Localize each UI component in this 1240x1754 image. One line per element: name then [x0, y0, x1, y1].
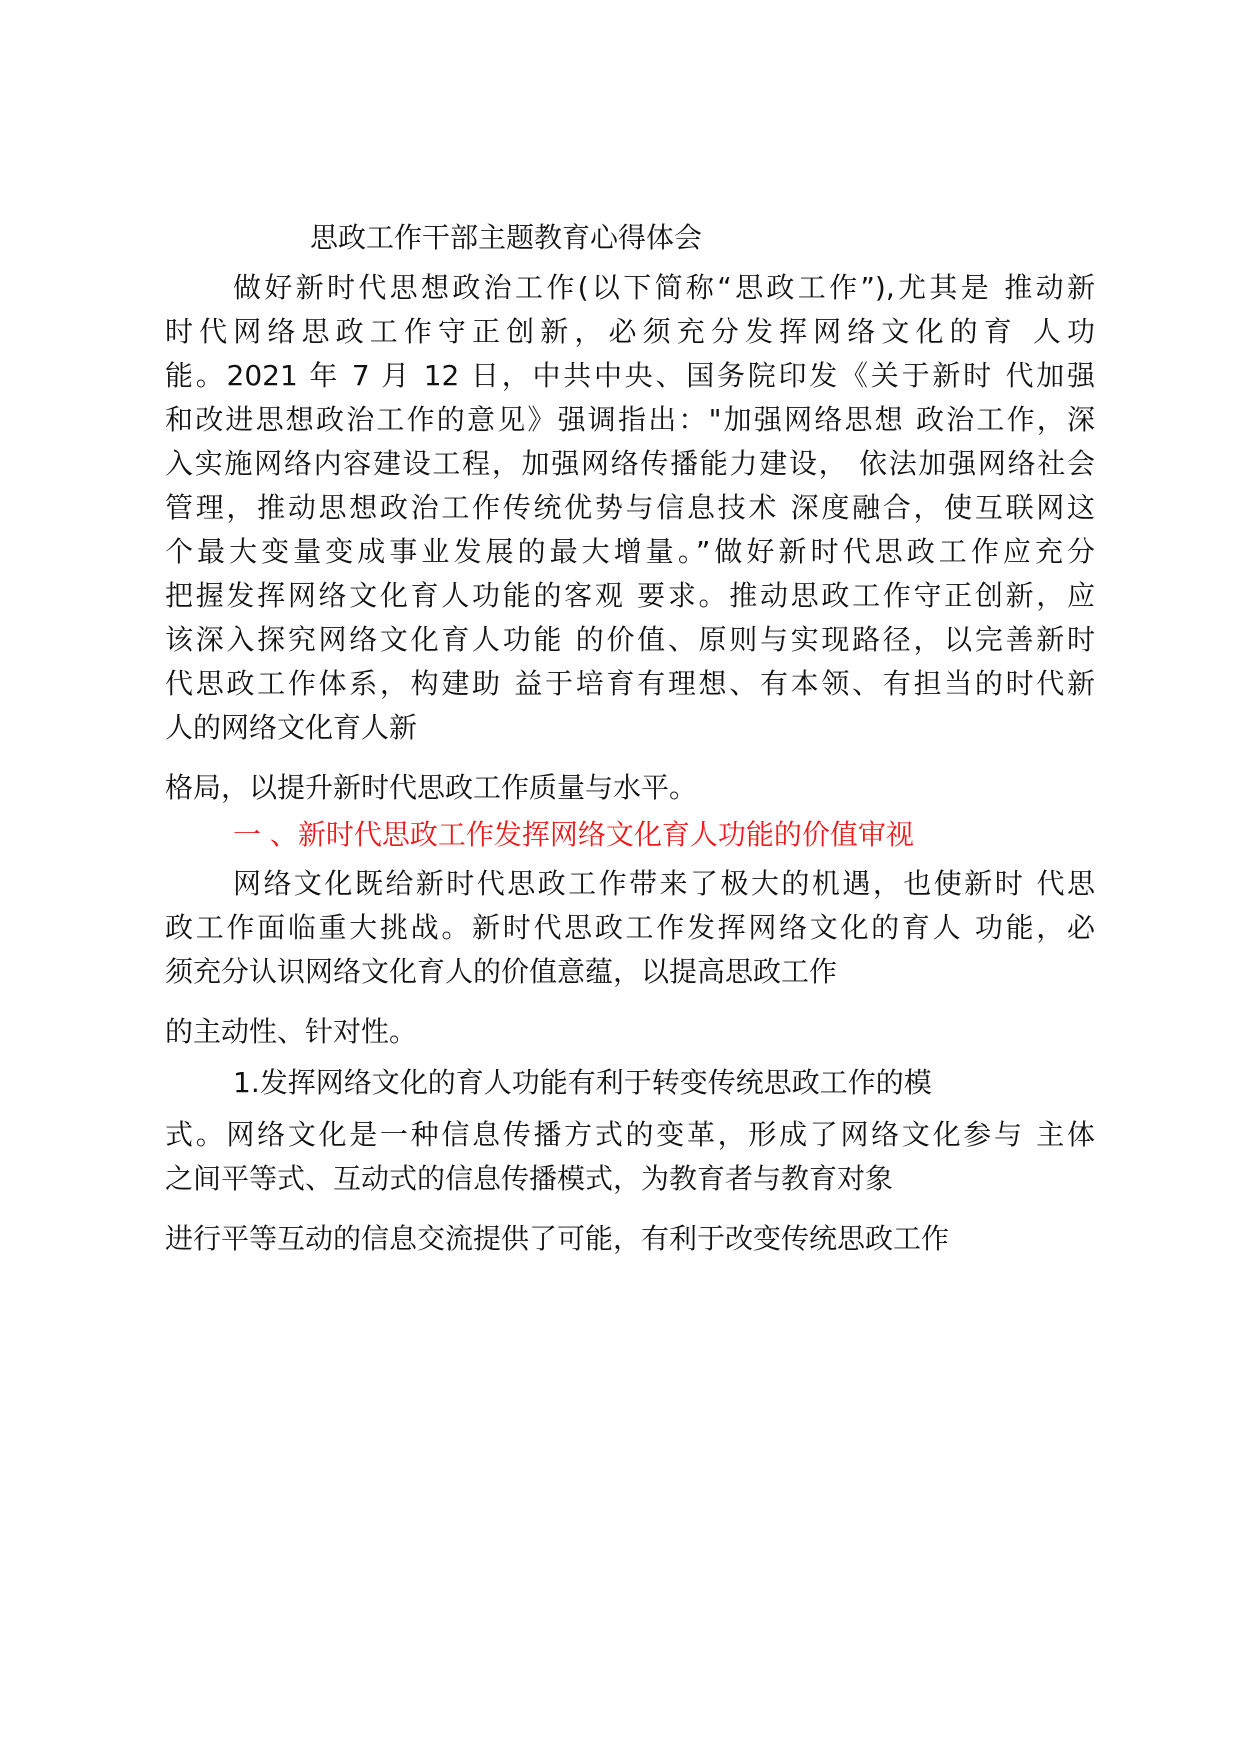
section-heading-1: 一 、新时代思政工作发挥网络文化育人功能的价值审视	[233, 818, 914, 851]
section1-continued-line: 的主动性、针对性。	[165, 1015, 418, 1048]
intro-line-3: 能。2021 年 7 月 12 日，中共中央、国务院印发《关于新时 代加强	[165, 359, 1095, 392]
intro-line-2: 时代网络思政工作守正创新，必须充分发挥网络文化的育 人功	[165, 315, 1095, 348]
subsection-heading-1: 1.发挥网络文化的育人功能有利于转变传统思政工作的模	[233, 1066, 932, 1099]
intro-line-11: 人的网络文化育人新	[165, 711, 418, 744]
section1-line-3: 须充分认识网络文化育人的价值意蕴，以提高思政工作	[165, 955, 838, 988]
subsection1-continued-line: 进行平等互动的信息交流提供了可能，有利于改变传统思政工作	[165, 1222, 950, 1255]
section1-line-1: 网络文化既给新时代思政工作带来了极大的机遇，也使新时 代思	[233, 867, 1095, 900]
intro-line-10: 代思政工作体系，构建助 益于培育有理想、有本领、有担当的时代新	[165, 667, 1095, 700]
subsection1-line-2: 之间平等式、互动式的信息传播模式，为教育者与教育对象	[165, 1162, 894, 1195]
intro-line-1: 做好新时代思想政治工作(以下简称“思政工作”),尤其是 推动新	[233, 271, 1095, 304]
intro-line-4: 和改进思想政治工作的意见》强调指出："加强网络思想 政治工作，深	[165, 403, 1095, 436]
section1-line-2: 政工作面临重大挑战。新时代思政工作发挥网络文化的育人 功能，必	[165, 911, 1095, 944]
document-title: 思政工作干部主题教育心得体会	[310, 221, 703, 254]
intro-line-9: 该深入探究网络文化育人功能 的价值、原则与实现路径，以完善新时	[165, 623, 1095, 656]
intro-line-6: 管理，推动思想政治工作传统优势与信息技术 深度融合，使互联网这	[165, 491, 1095, 524]
intro-line-7: 个最大变量变成事业发展的最大增量。”做好新时代思政工作应充分	[165, 535, 1095, 568]
intro-line-5: 入实施网络内容建设工程，加强网络传播能力建设， 依法加强网络社会	[165, 447, 1095, 480]
subsection1-line-1: 式。网络文化是一种信息传播方式的变革，形成了网络文化参与 主体	[165, 1118, 1095, 1151]
intro-continued-line: 格局，以提升新时代思政工作质量与水平。	[165, 771, 698, 804]
intro-line-8: 把握发挥网络文化育人功能的客观 要求。推动思政工作守正创新，应	[165, 579, 1095, 612]
